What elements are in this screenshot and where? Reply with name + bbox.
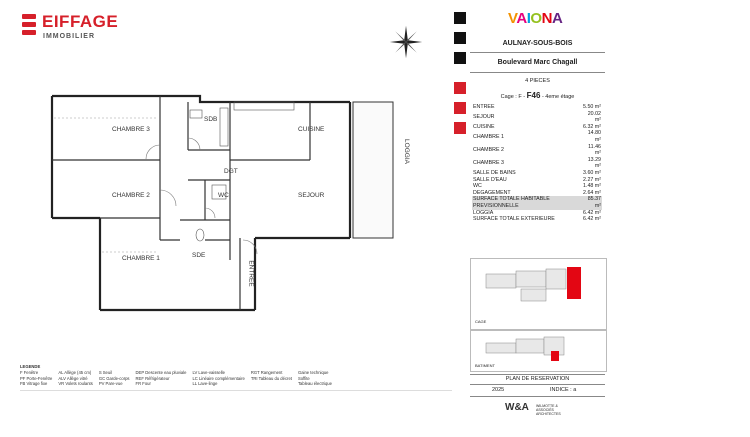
legend — [20, 364, 452, 423]
legend-col-5: LV Lave-vaisselle LC Linéaire complémentaire LL Lave-linge — [192, 370, 245, 386]
mini-plan-cage — [470, 258, 607, 330]
mini-plan-cage-label: CAGE — [475, 319, 487, 324]
room-label-chambre-3: CHAMBRE 3 — [112, 126, 150, 133]
floor-plan-drawing — [40, 90, 440, 325]
eiffage-logo-icon — [22, 14, 36, 36]
room-label-sejour: SEJOUR — [298, 192, 325, 199]
surface-label: SURFACE TOTALE EXTERIEURE — [473, 216, 555, 223]
surface-row — [472, 104, 602, 111]
surface-row — [472, 177, 602, 184]
surface-label: SALLE DE BAINS — [473, 169, 516, 176]
legend-col-7: Gaine technique Soffite Tableau électrique — [297, 370, 332, 386]
surface-row — [472, 144, 602, 157]
surface-value: 11.46 m² — [588, 143, 601, 157]
surface-value: 20.02 m² — [587, 110, 601, 124]
surface-table — [472, 104, 602, 223]
surface-label: CUISINE — [473, 123, 495, 130]
plan-reservation-title: PLAN DE RESERVATION — [505, 376, 570, 382]
surface-label: LOGGIA — [473, 209, 494, 216]
mini-plan-batiment — [470, 330, 607, 372]
surface-label: ENTREE — [473, 104, 495, 110]
surface-row — [472, 157, 602, 170]
surface-row — [472, 111, 602, 124]
project-logo: VAIONA — [508, 10, 563, 27]
room-label-sdb: SDB — [204, 116, 218, 123]
surface-label: CHAMBRE 1 — [473, 133, 504, 140]
mini-plan-batiment-label: BATIMENT — [475, 363, 495, 368]
architect-logo-icon: W&A — [505, 402, 529, 413]
surface-value: 6.42 m² — [583, 216, 601, 223]
surface-value: 3.60 m² — [583, 169, 601, 176]
surface-label: SALLE D'EAU — [473, 176, 507, 183]
surface-value: 6.42 m² — [583, 209, 601, 216]
surface-value: 1.48 m² — [583, 183, 601, 190]
brand-name: EIFFAGE — [42, 12, 119, 31]
room-label-entree: ENTREE — [247, 260, 255, 287]
legend-col-3: S Seuil GC Garde-corps PV Pare-vue — [98, 370, 130, 386]
surface-row — [472, 196, 602, 209]
legend-col-4: DEP Descente eau pluviale REF Réfrigérateur FR Four — [135, 370, 187, 386]
surface-row — [472, 130, 602, 143]
side-markers — [454, 12, 466, 142]
legend-col-2: AL Allège (45 cm) ALV Allège vitré VR Volets roulants — [58, 370, 93, 386]
surface-row — [472, 216, 602, 223]
surface-value: 14.80 m² — [587, 130, 601, 143]
surface-label: DEGAGEMENT — [473, 189, 511, 196]
room-label-chambre-1: CHAMBRE 1 — [122, 255, 160, 262]
brand-sub: IMMOBILIER — [43, 33, 95, 40]
surface-row — [472, 190, 602, 197]
surface-value: 5.50 m² — [583, 104, 601, 110]
project-street: Boulevard Marc Chagall — [497, 59, 578, 66]
surface-value: 85.37 m² — [581, 196, 602, 209]
surface-label: CHAMBRE 3 — [473, 160, 504, 167]
project-city: AULNAY-SOUS-BOIS — [502, 40, 573, 47]
room-label-wc: WC — [218, 192, 229, 199]
surface-label: WC — [473, 183, 482, 190]
surface-label: SEJOUR — [473, 113, 495, 120]
legend-title: LEGENDE — [20, 364, 41, 369]
compass-icon — [388, 24, 424, 60]
plan-year: 2025 — [492, 387, 505, 393]
surface-row — [472, 170, 602, 177]
legend-col-1: F Fenêtre PF Porte-Fenêtre FB Vitrage fixe — [20, 370, 53, 386]
surface-value: 2.64 m² — [583, 189, 601, 196]
floor-plan — [40, 90, 440, 325]
legend-notes — [20, 390, 452, 423]
surface-value: 2.27 m² — [583, 176, 601, 183]
room-label-loggia: LOGGIA — [402, 139, 410, 164]
surface-label: CHAMBRE 2 — [473, 146, 504, 153]
legend-col-6: RGT Rangement TRI Tableau du décret — [250, 370, 292, 381]
unit-type: 4 PIECES — [525, 78, 550, 84]
plan-index: INDICE : a — [550, 387, 577, 393]
lot-number: F46 — [526, 91, 541, 100]
surface-row — [472, 210, 602, 217]
surface-value: 13.29 m² — [587, 156, 601, 170]
room-label-dgt: DGT — [224, 168, 238, 175]
architect-name: WILMOTTE & ASSOCIÉS ARCHITECTES — [536, 404, 561, 416]
room-label-cuisine: CUISINE — [298, 126, 325, 133]
unit-cage: Cage : F - F46 - 4eme étage — [500, 91, 575, 100]
room-label-chambre-2: CHAMBRE 2 — [112, 192, 150, 199]
surface-label: SURFACE TOTALE HABITABLE PREVISIONNELLE — [472, 196, 581, 209]
surface-value: 6.32 m² — [583, 123, 601, 130]
surface-row — [472, 124, 602, 131]
surface-row — [472, 183, 602, 190]
room-label-sde: SDE — [192, 252, 206, 259]
